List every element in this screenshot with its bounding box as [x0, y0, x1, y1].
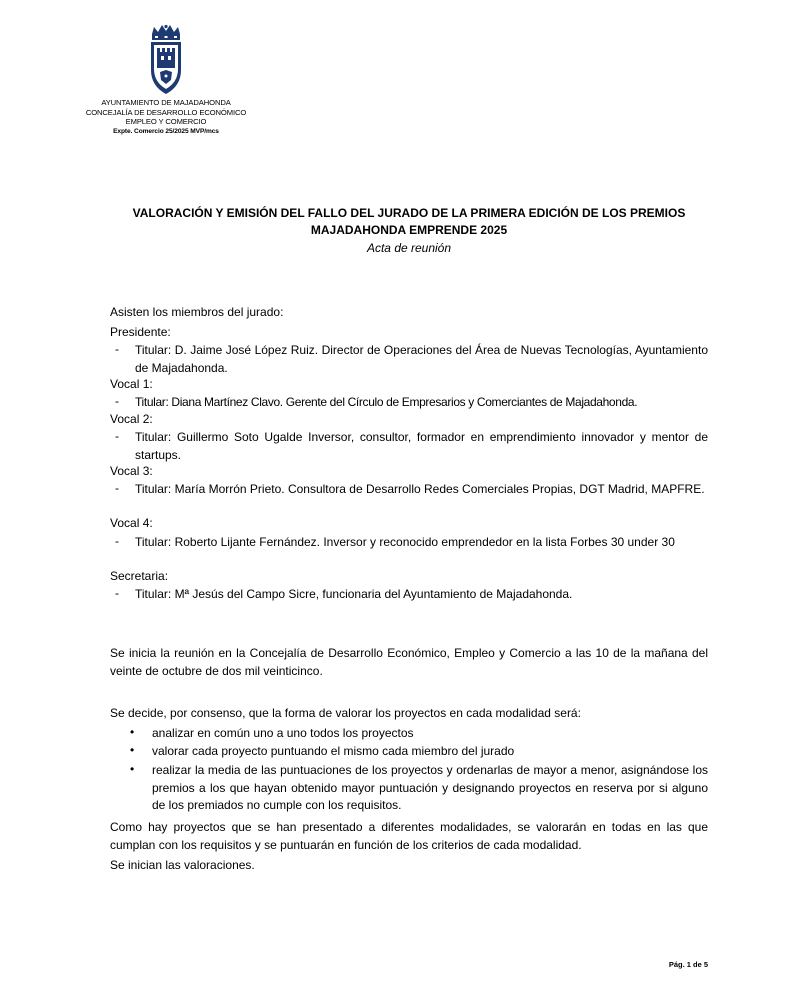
org-line-2: CONCEJALÍA DE DESARROLLO ECONÓMICO	[85, 107, 247, 117]
jury-role-vocal-3: Vocal 3:	[110, 464, 153, 478]
jury-member-vocal-3	[135, 481, 708, 499]
jury-role-vocal-4: Vocal 4:	[110, 516, 153, 530]
titular-label: Titular:	[135, 535, 172, 549]
method-item-3: realizar la media de las puntuaciones de los proyectos y ordenarlas de mayor a menor, asignándose los premios a los que hayan obtenido mayor puntuación y designando proyectos en reserva por si alguno de los premiados no cumple con los requisitos.	[152, 763, 708, 812]
jury-member-text: Diana Martínez Clavo. Gerente del Círculo de Empresarios y Comerciantes de Majadahonda.	[171, 395, 638, 409]
titular-label: Titular:	[135, 430, 172, 444]
jury-role-secretary: Secretaria:	[110, 569, 169, 583]
jury-member-vocal-2	[135, 429, 708, 464]
evaluation-method-paragraph: Se decide, por consenso, que la forma de valorar los proyectos en cada modalidad será:	[110, 706, 581, 720]
list-dash: -	[115, 429, 119, 443]
jury-member-text: D. Jaime José López Ruiz. Director de Operaciones del Área de Nuevas Tecnologías, Ayuntamiento de Majadahonda.	[135, 343, 708, 375]
meeting-start-paragraph: Se inicia la reunión en la Concejalía de Desarrollo Económico, Empleo y Comercio a las 10 de la mañana del veinte de octubre de dos mil veinticinco.	[110, 646, 708, 678]
list-dash: -	[115, 394, 119, 408]
valuations-start-paragraph: Se inician las valoraciones.	[110, 858, 255, 872]
document-title-line-2: MAJADAHONDA EMPRENDE 2025	[310, 223, 508, 237]
bullet-icon: •	[130, 725, 135, 739]
jury-role-president: Presidente:	[110, 325, 171, 339]
list-dash: -	[115, 586, 119, 600]
jury-member-president	[135, 342, 708, 377]
document-title-line-1: VALORACIÓN Y EMISIÓN DEL FALLO DEL JURADO DE LA PRIMERA EDICIÓN DE LOS PREMIOS	[132, 206, 686, 220]
jury-member-text: María Morrón Prieto. Consultora de Desarrollo Redes Comerciales Propias, DGT Madrid, MAPFRE.	[174, 482, 705, 496]
org-line-3: EMPLEO Y COMERCIO	[125, 117, 207, 127]
jury-member-secretary	[135, 586, 708, 604]
org-line-1: AYUNTAMIENTO DE MAJADAHONDA	[101, 98, 231, 107]
jury-role-vocal-1: Vocal 1:	[110, 377, 153, 391]
method-item-1: analizar en común uno a uno todos los proyectos	[152, 726, 414, 740]
jury-role-vocal-2: Vocal 2:	[110, 412, 153, 426]
jury-member-text: Roberto Lijante Fernández. Inversor y reconocido emprendedor en la lista Forbes 30 under 30	[174, 535, 675, 549]
list-dash: -	[115, 481, 119, 495]
majadahonda-crest-icon	[146, 24, 186, 96]
jury-member-vocal-4	[135, 534, 708, 552]
titular-label: Titular:	[135, 482, 172, 496]
jury-member-vocal-1	[135, 394, 708, 412]
jury-intro: Asisten los miembros del jurado:	[110, 305, 284, 319]
page-number: Pág. 1 de 5	[668, 960, 708, 969]
method-item-2: valorar cada proyecto puntuando el mismo cada miembro del jurado	[152, 744, 515, 758]
jury-member-text: Mª Jesús del Campo Sicre, funcionaria del Ayuntamiento de Majadahonda.	[174, 587, 573, 601]
titular-label: Titular:	[135, 587, 172, 601]
document-subtitle: Acta de reunión	[366, 241, 452, 255]
bullet-icon: •	[130, 762, 135, 776]
modalities-paragraph: Como hay proyectos que se han presentado a diferentes modalidades, se valorarán en todas en las que cumplan con los requisitos y se puntuarán en función de los criterios de cada modalidad.	[110, 820, 708, 852]
titular-label: Titular:	[135, 395, 169, 409]
expediente-reference: Expte. Comercio 25/2025 MVP/mcs	[113, 127, 219, 135]
bullet-icon: •	[130, 743, 135, 757]
list-dash: -	[115, 342, 119, 356]
titular-label: Titular:	[135, 343, 172, 357]
jury-member-text: Guillermo Soto Ugalde Inversor, consultor, formador en emprendimiento innovador y mentor de startups.	[135, 430, 708, 462]
organization-header	[70, 98, 262, 136]
list-dash: -	[115, 534, 119, 548]
